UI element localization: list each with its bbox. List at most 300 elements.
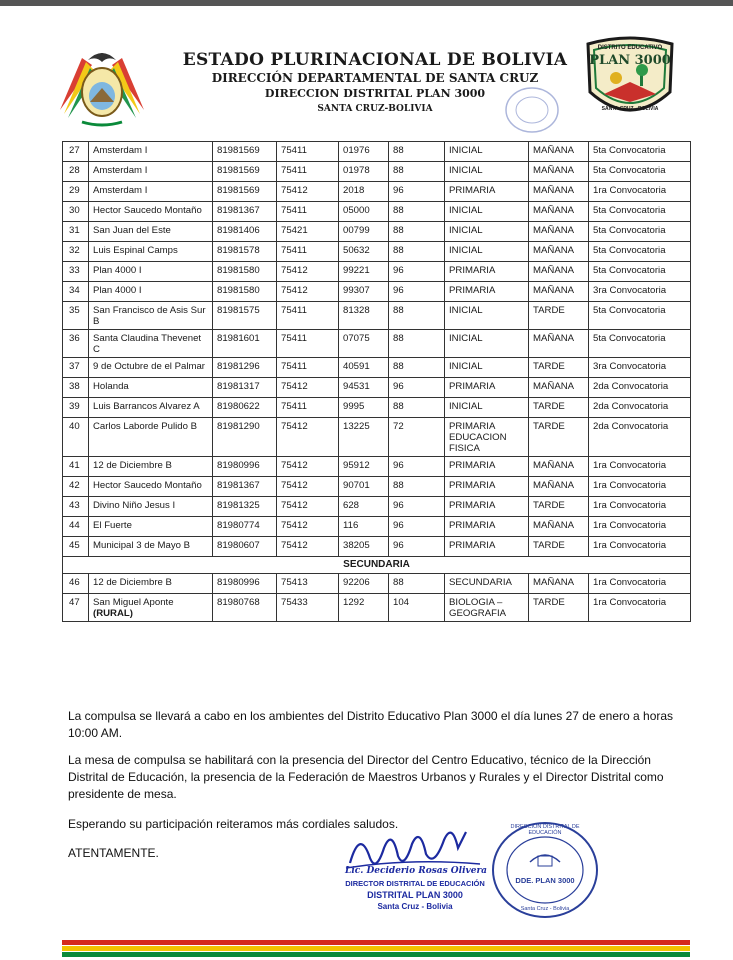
cell-hours-text: 88 [393,401,404,412]
cell-hours-text: 96 [393,185,404,196]
cell-level [445,378,529,398]
cell-hours [389,398,445,418]
cell-call [589,182,691,202]
cell-sie-text: 81981569 [217,145,260,156]
cell-call [589,517,691,537]
cell-shift [529,202,589,222]
cell-code [277,302,339,330]
signature-place: Santa Cruz - Bolivia [377,902,453,911]
cell-school [89,477,213,497]
cell-shift [529,142,589,162]
cell-hours [389,477,445,497]
cell-sie-text: 81981575 [217,305,260,316]
cell-shift-text: MAÑANA [533,145,575,156]
cell-item-text: 01978 [343,165,370,176]
cell-school-text: Amsterdam I [93,185,148,196]
cell-item [339,330,389,358]
cell-item [339,398,389,418]
cell-call-text: 1ra Convocatoria [593,500,667,511]
table-row [63,282,691,302]
cell-number [63,202,89,222]
cell-sie [213,497,277,517]
cell-number-text: 46 [69,577,80,588]
cell-code [277,594,339,622]
cell-hours-text: 88 [393,225,404,236]
cell-call-text: 3ra Convocatoria [593,285,667,296]
cell-item-text: 07075 [343,333,370,344]
cell-sie [213,398,277,418]
cell-call [589,457,691,477]
cell-number-text: 38 [69,381,80,392]
logo-main-text: PLAN 3000 [589,53,671,68]
cell-number [63,537,89,557]
cell-hours [389,302,445,330]
cell-number-text: 29 [69,185,80,196]
cell-school-text: Carlos Laborde Pulido B [93,421,197,432]
cell-sie [213,330,277,358]
cell-hours [389,457,445,477]
cell-level [445,330,529,358]
cell-call-text: 3ra Convocatoria [593,361,667,372]
cell-hours-text: 88 [393,480,404,491]
cell-level [445,282,529,302]
cell-number [63,477,89,497]
cell-hours-text: 88 [393,165,404,176]
cell-school [89,537,213,557]
cell-school-text: Luis Espinal Camps [93,245,178,256]
cell-hours [389,262,445,282]
cell-school-text: Santa Claudina Thevenet C [93,333,202,355]
cell-code-text: 75433 [281,597,308,608]
cell-code [277,358,339,378]
cell-number-text: 37 [69,361,80,372]
cell-school-text: Municipal 3 de Mayo B [93,540,191,551]
cell-hours [389,142,445,162]
cell-code-text: 75411 [281,401,307,412]
cell-shift [529,497,589,517]
cell-call [589,378,691,398]
cell-call-text: 5ta Convocatoria [593,305,666,316]
cell-shift [529,574,589,594]
cell-call-text: 1ra Convocatoria [593,185,667,196]
cell-number-text: 44 [69,520,80,531]
cell-item-text: 92206 [343,577,370,588]
cell-item [339,242,389,262]
cell-shift-text: MAÑANA [533,185,575,196]
cell-number [63,457,89,477]
cell-number [63,594,89,622]
cell-sie [213,202,277,222]
cell-code-text: 75411 [281,245,307,256]
cell-call-text: 1ra Convocatoria [593,460,667,471]
cell-number [63,282,89,302]
cell-shift-text: TARDE [533,597,565,608]
cell-sie-text: 81981406 [217,225,260,236]
cell-sie-text: 81980996 [217,460,260,471]
cell-hours [389,378,445,398]
section-label: SECUNDARIA [63,557,691,574]
cell-shift [529,282,589,302]
cell-sie [213,282,277,302]
cell-shift-text: MAÑANA [533,381,575,392]
cell-item-text: 116 [343,520,359,531]
cell-number-text: 39 [69,401,80,412]
cell-code [277,262,339,282]
cell-number [63,262,89,282]
cell-item-text: 50632 [343,245,370,256]
cell-call [589,242,691,262]
cell-item [339,517,389,537]
cell-sie [213,418,277,457]
cell-call [589,282,691,302]
cell-number [63,517,89,537]
signature-block [340,818,490,928]
cell-level-text: PRIMARIA [449,540,496,551]
vacancy-table-grid [62,141,691,622]
cell-item [339,202,389,222]
cell-code-text: 75411 [281,333,307,344]
table-row [63,537,691,557]
cell-sie [213,182,277,202]
cell-school-text: Hector Saucedo Montaño [93,480,202,491]
cell-code [277,282,339,302]
cell-item [339,262,389,282]
cell-level [445,358,529,378]
cell-call [589,594,691,622]
cell-item [339,477,389,497]
stamp-ring-text: DIRECCIÓN DISTRITAL DE EDUCACIÓN [510,824,580,836]
cell-number-text: 33 [69,265,80,276]
cell-shift [529,457,589,477]
cell-school-text: Divino Niño Jesus I [93,500,176,511]
cell-hours [389,202,445,222]
cell-level-text: INICIAL [449,165,483,176]
cell-level-text: INICIAL [449,145,483,156]
cell-shift [529,330,589,358]
cell-shift-text: MAÑANA [533,520,575,531]
cell-number-text: 40 [69,421,80,432]
cell-school [89,457,213,477]
cell-item-text: 9995 [343,401,365,412]
cell-sie-text: 81980607 [217,540,260,551]
cell-sie [213,574,277,594]
cell-sie-text: 81981569 [217,165,260,176]
cell-sie [213,477,277,497]
cell-level-text: PRIMARIA [449,500,496,511]
cell-number [63,242,89,262]
cell-shift [529,162,589,182]
cell-call [589,302,691,330]
cell-sie-text: 81981325 [217,500,260,511]
cell-code [277,222,339,242]
cell-level-text: INICIAL [449,305,483,316]
cell-hours [389,282,445,302]
cell-code-text: 75412 [281,460,308,471]
cell-school-text: San Juan del Este [93,225,171,236]
cell-number [63,330,89,358]
faint-seal-icon [502,84,562,136]
section-row [63,557,691,574]
paragraph-saludos: Esperando su participación reiteramos más cordiales saludos. [68,817,399,831]
cell-call [589,418,691,457]
cell-level [445,497,529,517]
cell-level-text: PRIMARIA [449,480,496,491]
cell-code-text: 75412 [281,520,308,531]
logo-bottom-text: SANTA CRUZ - BOLIVIA [601,106,659,112]
cell-call [589,330,691,358]
cell-level-text: PRIMARIA [449,520,496,531]
cell-sie [213,242,277,262]
table-row [63,574,691,594]
cell-level [445,594,529,622]
cell-hours [389,358,445,378]
paragraph-compulsa-date: La compulsa se llevará a cabo en los ambientes del Distrito Educativo Plan 3000 el día lunes 27 de enero a horas 10:00 AM. [68,709,674,740]
table-row [63,182,691,202]
cell-item [339,457,389,477]
cell-number [63,497,89,517]
cell-number [63,358,89,378]
cell-shift [529,222,589,242]
table-row [63,202,691,222]
cell-code [277,497,339,517]
rural-note: (RURAL) [93,608,133,619]
cell-code-text: 75412 [281,480,308,491]
bolivia-flag-stripe [62,940,690,960]
cell-call [589,497,691,517]
cell-hours-text: 96 [393,520,404,531]
cell-hours-text: 72 [393,421,404,432]
cell-level [445,162,529,182]
cell-code [277,574,339,594]
cell-hours-text: 88 [393,245,404,256]
cell-sie-text: 81981580 [217,265,260,276]
cell-item-text: 05000 [343,205,370,216]
cell-shift [529,358,589,378]
cell-item [339,142,389,162]
cell-hours [389,537,445,557]
cell-number [63,142,89,162]
cell-call [589,162,691,182]
cell-sie [213,457,277,477]
table-row [63,497,691,517]
table-row [63,222,691,242]
cell-sie-text: 81980622 [217,401,260,412]
cell-code-text: 75412 [281,540,308,551]
cell-item-text: 90701 [343,480,370,491]
cell-school [89,517,213,537]
cell-code [277,418,339,457]
cell-item [339,497,389,517]
signature-title-2: DISTRITAL PLAN 3000 [367,890,463,900]
cell-level [445,142,529,162]
cell-number-text: 45 [69,540,80,551]
cell-item-text: 99307 [343,285,370,296]
cell-call-text: 1ra Convocatoria [593,540,667,551]
cell-level-text: PRIMARIA [449,185,496,196]
cell-shift-text: MAÑANA [533,285,575,296]
cell-call [589,222,691,242]
cell-code-text: 75411 [281,305,307,316]
cell-sie-text: 81980774 [217,520,260,531]
signature-title-1: DIRECTOR DISTRITAL DE EDUCACIÓN [345,879,485,888]
table-row [63,517,691,537]
cell-code [277,330,339,358]
cell-school [89,142,213,162]
cell-number-text: 41 [69,460,80,471]
cell-hours-text: 88 [393,145,404,156]
cell-item [339,537,389,557]
cell-shift [529,517,589,537]
cell-number [63,302,89,330]
cell-shift [529,182,589,202]
cell-hours-text: 104 [393,597,410,608]
header-location: SANTA CRUZ-BOLIVIA [317,104,433,114]
cell-code-text: 75412 [281,500,308,511]
table-row [63,477,691,497]
cell-item-text: 628 [343,500,360,511]
cell-item-text: 95912 [343,460,370,471]
cell-code-text: 75421 [281,225,308,236]
cell-code-text: 75412 [281,381,308,392]
cell-school [89,182,213,202]
cell-code [277,182,339,202]
paragraph-atentamente: ATENTAMENTE. [68,846,159,860]
cell-call-text: 1ra Convocatoria [593,520,667,531]
cell-hours-text: 96 [393,265,404,276]
cell-level-text: BIOLOGIA – GEOGRAFIA [449,597,507,619]
cell-shift-text: MAÑANA [533,205,575,216]
cell-call-text: 1ra Convocatoria [593,480,667,491]
cell-sie-text: 81981317 [217,381,260,392]
cell-item [339,418,389,457]
table-row [63,162,691,182]
cell-school-text: San Miguel Aponte [93,597,174,608]
cell-level [445,302,529,330]
cell-level-text: INICIAL [449,361,483,372]
cell-shift [529,378,589,398]
cell-level [445,398,529,418]
cell-school-text: Plan 4000 I [93,285,142,296]
cell-level [445,262,529,282]
cell-hours [389,594,445,622]
cell-school [89,222,213,242]
cell-sie [213,142,277,162]
cell-item-text: 99221 [343,265,370,276]
cell-level [445,537,529,557]
cell-call [589,537,691,557]
cell-shift-text: MAÑANA [533,333,575,344]
cell-shift-text: TARDE [533,361,565,372]
cell-code-text: 75413 [281,577,308,588]
cell-shift-text: MAÑANA [533,165,575,176]
cell-call-text: 2da Convocatoria [593,381,669,392]
cell-shift [529,477,589,497]
cell-level-text: SECUNDARIA [449,577,512,588]
cell-sie-text: 81981367 [217,205,260,216]
cell-school-text: Plan 4000 I [93,265,142,276]
cell-item-text: 13225 [343,421,370,432]
cell-number-text: 27 [69,145,80,156]
cell-hours-text: 96 [393,460,404,471]
cell-level-text: INICIAL [449,245,483,256]
cell-hours [389,222,445,242]
cell-level [445,477,529,497]
cell-call [589,477,691,497]
plan-3000-logo [582,36,678,120]
cell-call [589,398,691,418]
cell-number-text: 47 [69,597,80,608]
cell-code [277,537,339,557]
cell-hours-text: 88 [393,333,404,344]
cell-shift [529,398,589,418]
cell-item [339,162,389,182]
cell-call-text: 1ra Convocatoria [593,577,667,588]
cell-call-text: 5ta Convocatoria [593,333,666,344]
cell-sie-text: 81981601 [217,333,260,344]
cell-hours-text: 88 [393,361,404,372]
cell-call-text: 2da Convocatoria [593,401,669,412]
cell-shift-text: MAÑANA [533,245,575,256]
cell-hours-text: 88 [393,205,404,216]
cell-code [277,457,339,477]
cell-code [277,477,339,497]
cell-number-text: 43 [69,500,80,511]
cell-item [339,282,389,302]
cell-item [339,594,389,622]
cell-shift-text: MAÑANA [533,265,575,276]
cell-level-text: PRIMARIA EDUCACION FISICA [449,421,507,454]
cell-level-text: INICIAL [449,401,483,412]
cell-school [89,330,213,358]
bolivia-coat-of-arms-icon [52,40,152,130]
cell-code-text: 75411 [281,205,307,216]
cell-number [63,182,89,202]
cell-item [339,574,389,594]
cell-sie [213,358,277,378]
cell-code-text: 75412 [281,185,308,196]
cell-item [339,302,389,330]
table-row [63,302,691,330]
cell-sie [213,302,277,330]
cell-shift [529,302,589,330]
cell-number [63,398,89,418]
cell-number-text: 42 [69,480,80,491]
cell-item-text: 01976 [343,145,370,156]
cell-sie [213,222,277,242]
cell-shift-text: MAÑANA [533,225,575,236]
cell-school [89,418,213,457]
cell-level [445,202,529,222]
cell-level [445,242,529,262]
cell-code-text: 75411 [281,165,307,176]
flag-yellow-band [62,946,690,951]
cell-call-text: 5ta Convocatoria [593,225,666,236]
cell-level-text: PRIMARIA [449,381,496,392]
cell-school-text: Amsterdam I [93,145,148,156]
cell-sie-text: 81980996 [217,577,260,588]
vacancy-table [62,141,690,622]
cell-item [339,182,389,202]
cell-item-text: 2018 [343,185,365,196]
cell-shift [529,242,589,262]
cell-hours [389,574,445,594]
cell-shift-text: TARDE [533,540,565,551]
cell-level-text: INICIAL [449,333,483,344]
cell-hours [389,162,445,182]
cell-shift [529,418,589,457]
stamp-center-text: DDE. PLAN 3000 [515,876,575,885]
cell-school-text: 9 de Octubre de el Palmar [93,361,205,372]
